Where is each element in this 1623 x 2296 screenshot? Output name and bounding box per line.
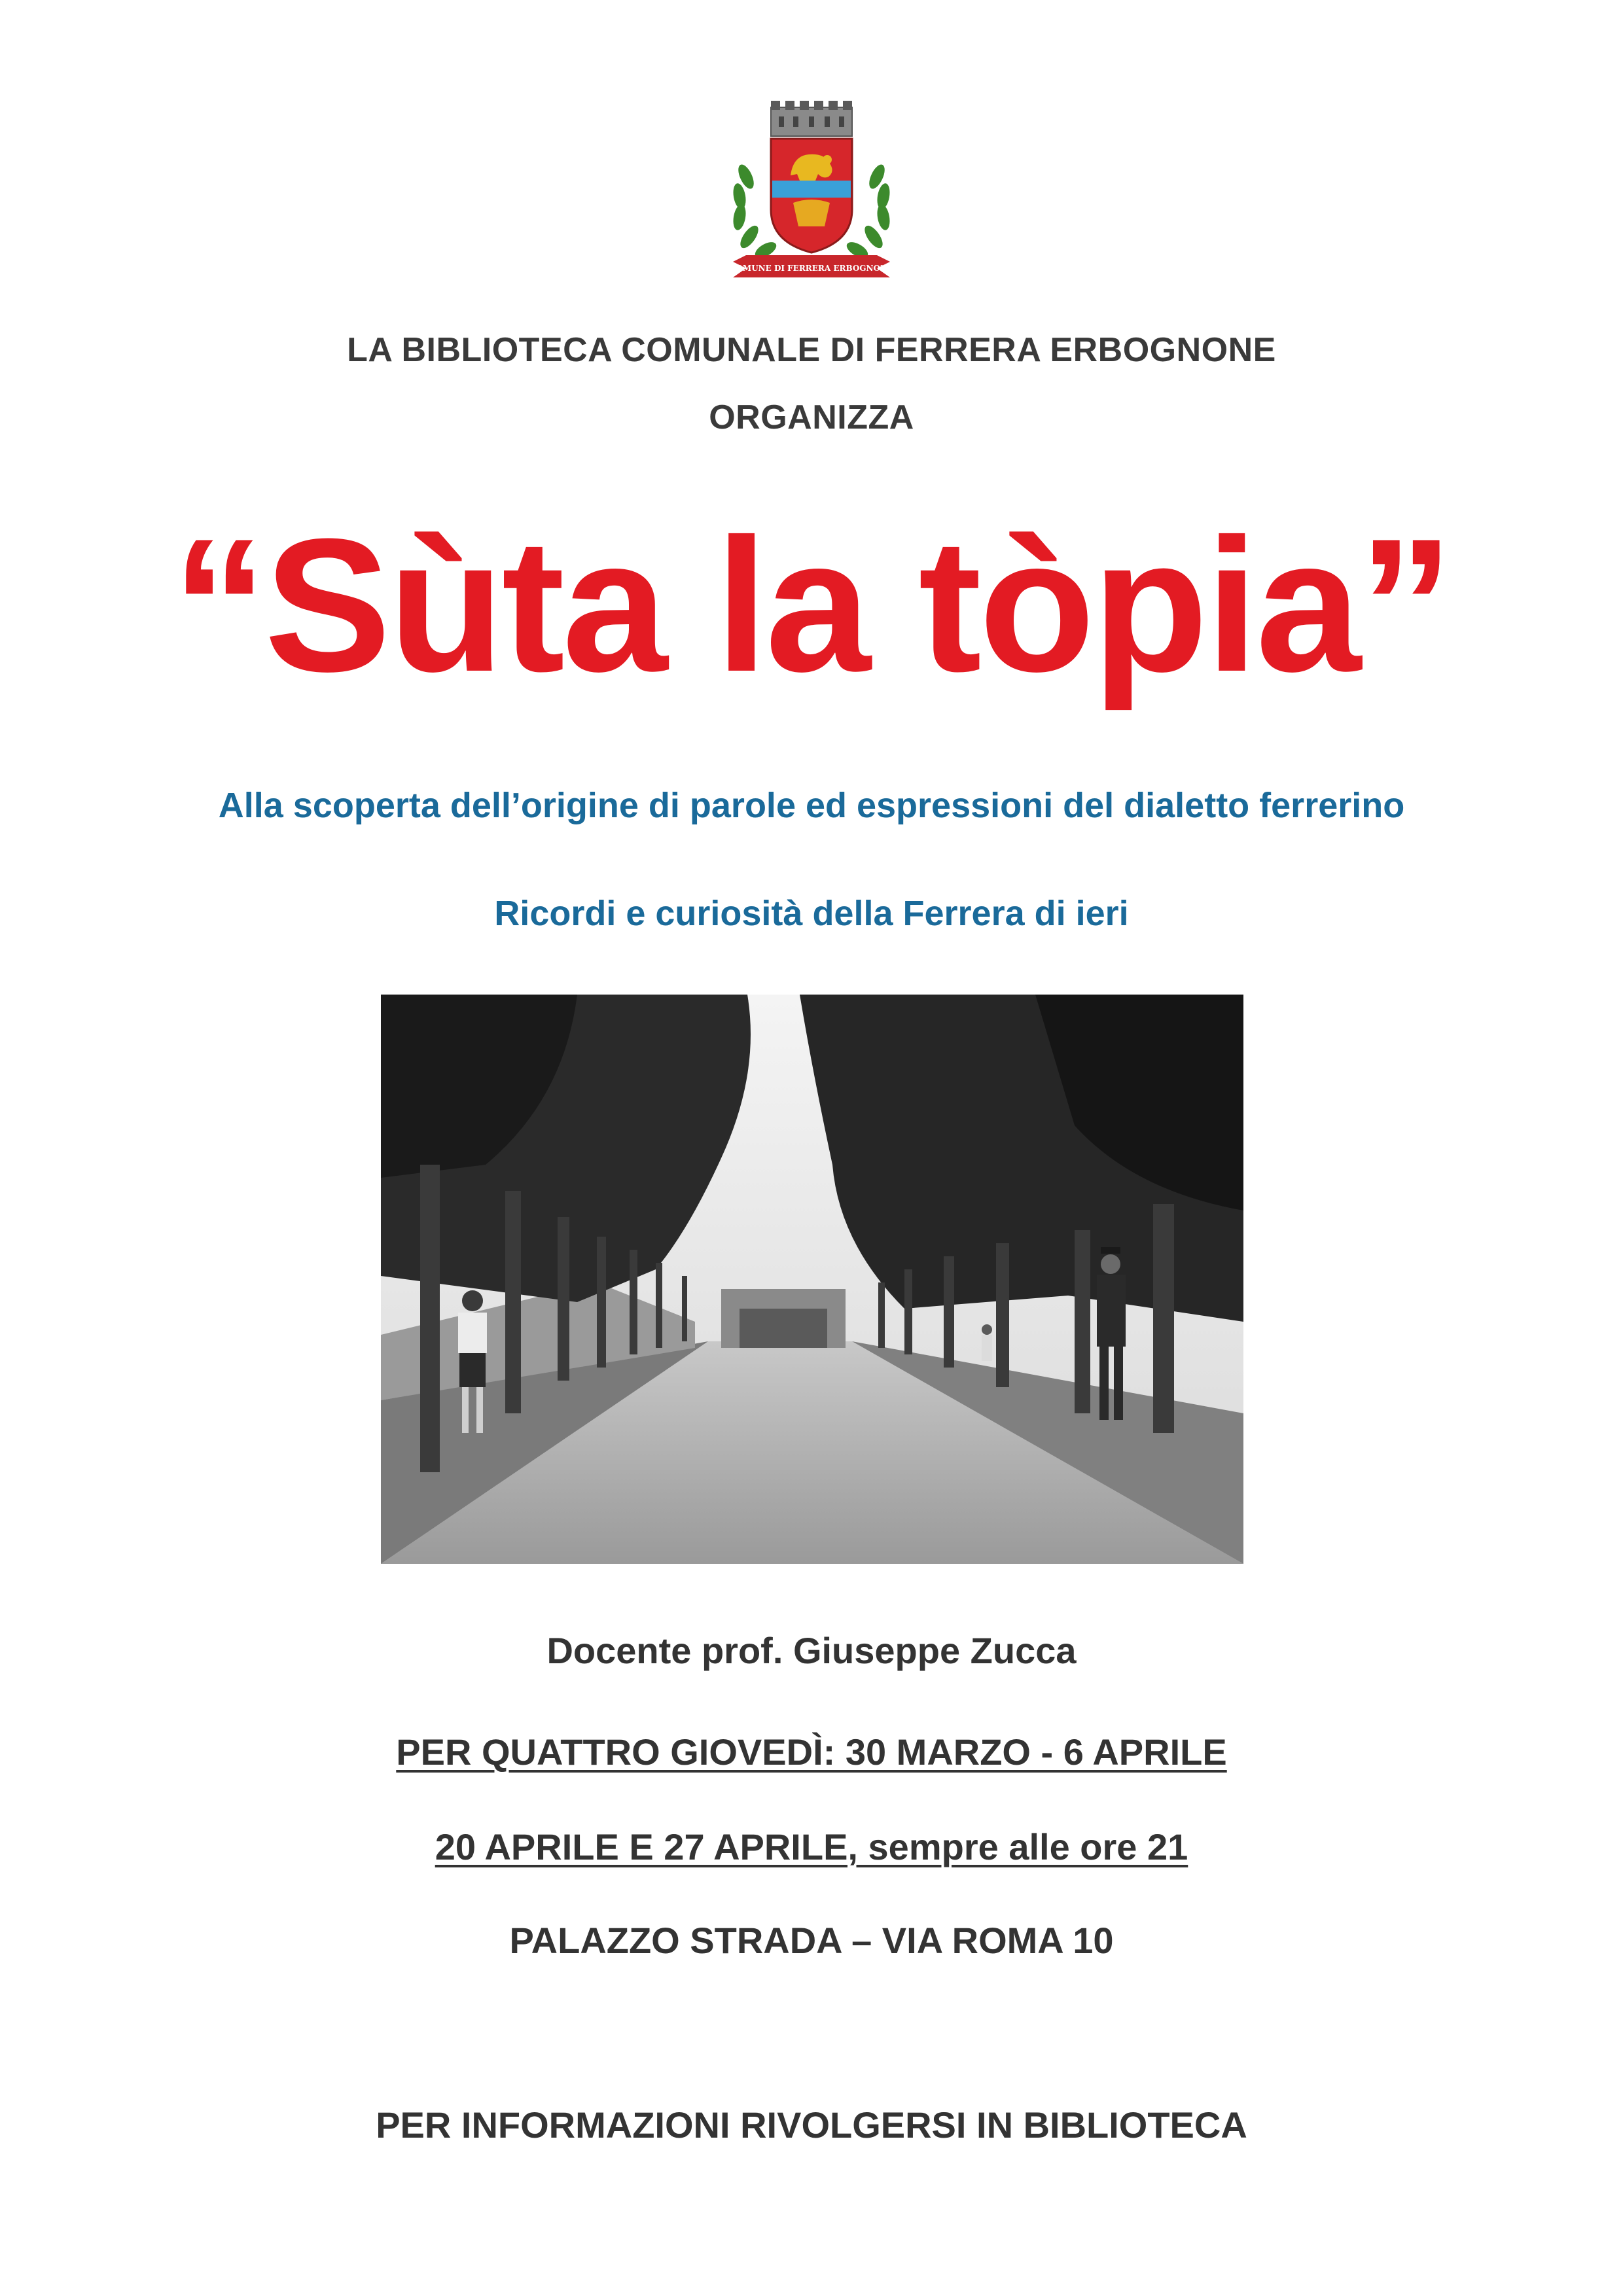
organizza-line: ORGANIZZA (709, 398, 914, 436)
dates-text-2: 20 APRILE E 27 APRILE, sempre alle ore 21 (435, 1826, 1188, 1867)
subtitle-line-1: Alla scoperta dell’origine di parole ed espressioni del dialetto ferrerino (218, 786, 1405, 825)
dates-line-1 (0, 1731, 1623, 1773)
teacher-line: Docente prof. Giuseppe Zucca (546, 1630, 1077, 1671)
info-footer: PER INFORMAZIONI RIVOLGERSI IN BIBLIOTECA (376, 2104, 1247, 2146)
tree-lined-avenue-photo (381, 995, 1243, 1564)
municipal-crest-logo (720, 98, 903, 288)
dates-line-2 (0, 1826, 1623, 1868)
organizer-line: LA BIBLIOTECA COMUNALE DI FERRERA ERBOGNONE (347, 331, 1276, 369)
svg-text:COMUNE DI FERRERA ERBOGNONE: COMUNE DI FERRERA ERBOGNONE (729, 264, 894, 273)
dates-text-1: PER QUATTRO GIOVEDÌ: 30 MARZO - 6 APRILE (396, 1731, 1227, 1773)
venue-line: PALAZZO STRADA – VIA ROMA 10 (509, 1920, 1114, 1961)
subtitle-line-2: Ricordi e curiosità della Ferrera di ieri (494, 894, 1129, 933)
event-title: “Sùta la tòpia” (171, 499, 1452, 711)
